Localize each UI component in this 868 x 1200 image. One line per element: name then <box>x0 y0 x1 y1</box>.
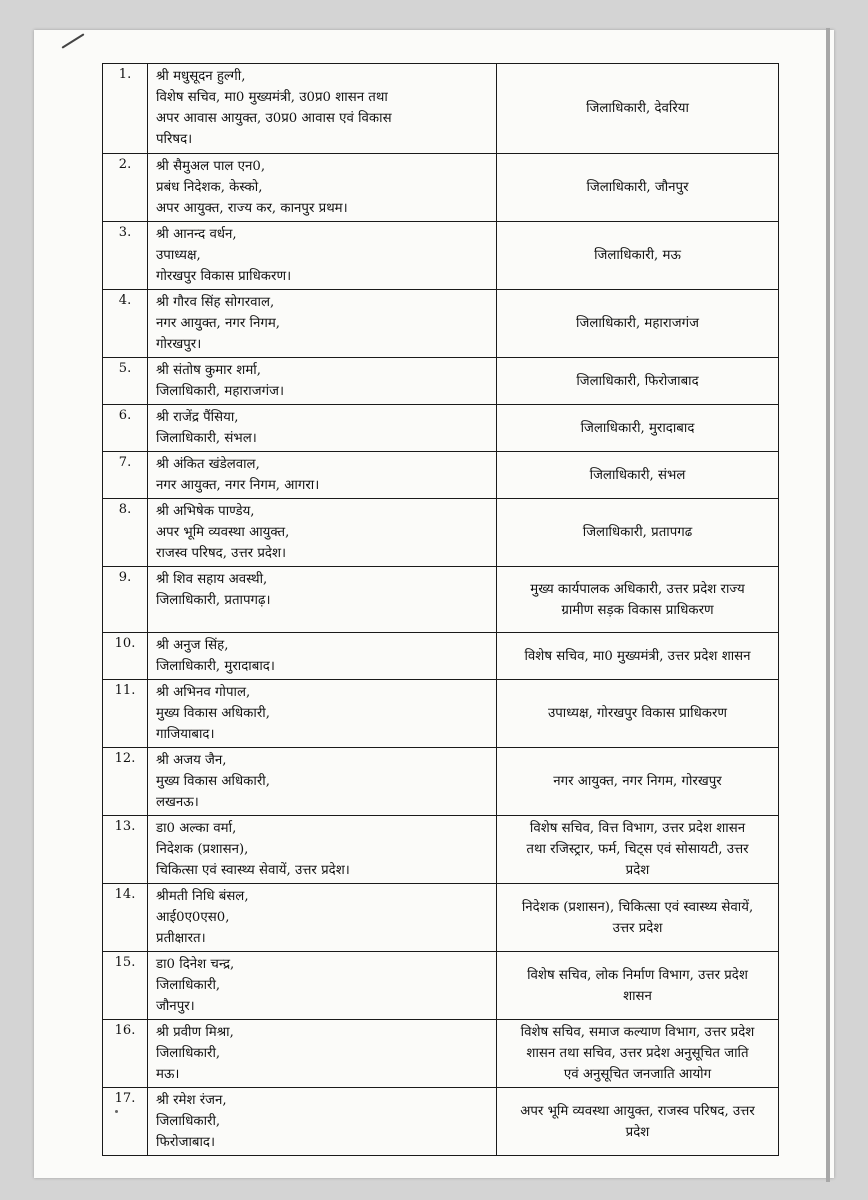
officer-line: जिलाधिकारी, <box>156 1046 221 1061</box>
table-row <box>103 405 779 452</box>
officer-current-post <box>148 884 497 952</box>
officer-line: राजस्व परिषद, उत्तर प्रदेश। <box>156 546 287 561</box>
officer-line: जिलाधिकारी, मुरादाबाद। <box>156 659 275 674</box>
officer-line: श्री आनन्द वर्धन, <box>156 227 237 242</box>
officer-current-post <box>148 290 497 358</box>
officer-line: गाजियाबाद। <box>156 727 215 742</box>
posting-line: ग्रामीण सड़क विकास प्राधिकरण <box>561 602 714 618</box>
new-posting <box>497 222 779 290</box>
officer-line: श्री अनुज सिंह, <box>156 638 229 653</box>
new-posting <box>497 290 779 358</box>
table-row <box>103 680 779 748</box>
serial-number: 4. <box>103 290 148 358</box>
new-posting <box>497 154 779 222</box>
officer-line: अपर आयुक्त, राज्य कर, कानपुर प्रथम। <box>156 201 348 216</box>
officer-line: जिलाधिकारी, महाराजगंज। <box>156 384 284 399</box>
posting-line: जिलाधिकारी, मुरादाबाद <box>580 420 695 436</box>
officer-current-post <box>148 1088 497 1156</box>
officer-line: मऊ। <box>156 1067 180 1082</box>
serial-number: 13. <box>103 816 148 884</box>
officer-current-post <box>148 748 497 816</box>
posting-line: शासन <box>623 988 652 1004</box>
officer-line: गोरखपुर। <box>156 337 202 352</box>
officer-line: आई0ए0एस0, <box>156 910 230 925</box>
officer-line: चिकित्सा एवं स्वास्थ्य सेवायें, उत्तर प्रदेश। <box>156 863 350 878</box>
table-row <box>103 952 779 1020</box>
posting-line: शासन तथा सचिव, उत्तर प्रदेश अनुसूचित जाति <box>526 1046 749 1061</box>
serial-number: 7. <box>103 452 148 499</box>
serial-number: 10. <box>103 633 148 680</box>
officer-line: श्री अभिनव गोपाल, <box>156 685 251 700</box>
officer-line: डा0 अल्का वर्मा, <box>156 821 237 836</box>
officer-line: प्रबंध निदेशक, केस्को, <box>156 180 263 195</box>
serial-number: 17. <box>103 1088 148 1156</box>
table-row <box>103 452 779 499</box>
table-row <box>103 816 779 884</box>
table-row <box>103 290 779 358</box>
new-posting <box>497 64 779 154</box>
serial-number: 2. <box>103 154 148 222</box>
serial-number: 9. <box>103 567 148 633</box>
officer-line: श्री राजेंद्र पैंसिया, <box>156 410 239 425</box>
posting-line: जिलाधिकारी, फिरोजाबाद <box>576 373 699 389</box>
officer-line: मुख्य विकास अधिकारी, <box>156 706 270 721</box>
table-row <box>103 884 779 952</box>
officer-line: डा0 दिनेश चन्द्र, <box>156 957 235 972</box>
table-row <box>103 222 779 290</box>
new-posting <box>497 884 779 952</box>
officer-line: जिलाधिकारी, <box>156 978 221 993</box>
table-row <box>103 154 779 222</box>
officer-line: श्री सैमुअल पाल एन0, <box>156 159 266 174</box>
posting-line: विशेष सचिव, लोक निर्माण विभाग, उत्तर प्रदेश <box>527 967 748 983</box>
officer-current-post <box>148 952 497 1020</box>
posting-line: निदेशक (प्रशासन), चिकित्सा एवं स्वास्थ्य सेवायें, <box>521 899 754 915</box>
table-row <box>103 633 779 680</box>
table-row <box>103 1088 779 1156</box>
officer-current-post <box>148 816 497 884</box>
transfer-orders-table <box>102 63 779 1156</box>
table-row <box>103 1020 779 1088</box>
table-row <box>103 64 779 154</box>
posting-line: जिलाधिकारी, प्रतापगढ <box>582 525 693 540</box>
officer-line: श्री अजय जैन, <box>156 753 227 768</box>
posting-line: विशेष सचिव, समाज कल्याण विभाग, उत्तर प्रदेश <box>520 1025 755 1040</box>
officer-line: जिलाधिकारी, प्रतापगढ़। <box>156 593 271 608</box>
posting-line: प्रदेश <box>625 1124 650 1140</box>
officer-line: श्री प्रवीण मिश्रा, <box>156 1025 234 1040</box>
table-body <box>103 64 779 1156</box>
serial-number: 3. <box>103 222 148 290</box>
posting-line: मुख्य कार्यपालक अधिकारी, उत्तर प्रदेश राज्य <box>530 581 745 597</box>
officer-current-post <box>148 452 497 499</box>
serial-number: 5. <box>103 358 148 405</box>
officer-current-post <box>148 633 497 680</box>
posting-line: जिलाधिकारी, जौनपुर <box>586 180 689 195</box>
serial-number: 14. <box>103 884 148 952</box>
officer-line: जौनपुर। <box>156 999 195 1014</box>
posting-line: उत्तर प्रदेश <box>612 920 663 936</box>
officer-current-post <box>148 405 497 452</box>
serial-number: 11. <box>103 680 148 748</box>
officer-current-post <box>148 358 497 405</box>
officer-line: अपर आवास आयुक्त, उ0प्र0 आवास एवं विकास <box>156 111 392 126</box>
officer-current-post <box>148 567 497 633</box>
serial-number: 6. <box>103 405 148 452</box>
officer-line: श्री रमेश रंजन, <box>156 1093 227 1108</box>
new-posting <box>497 452 779 499</box>
new-posting <box>497 952 779 1020</box>
officer-line: प्रतीक्षारत। <box>156 931 206 946</box>
new-posting <box>497 499 779 567</box>
posting-line: अपर भूमि व्यवस्था आयुक्त, राजस्व परिषद, उत्तर <box>520 1103 755 1119</box>
posting-line: तथा रजिस्ट्रार, फर्म, चिट्स एवं सोसायटी, उत्तर <box>526 842 749 857</box>
posting-line: एवं अनुसूचित जनजाति आयोग <box>563 1067 712 1082</box>
posting-line: विशेष सचिव, वित्त विभाग, उत्तर प्रदेश शासन <box>529 821 746 836</box>
posting-line: उपाध्यक्ष, गोरखपुर विकास प्राधिकरण <box>547 706 728 721</box>
table-row <box>103 358 779 405</box>
officer-current-post <box>148 222 497 290</box>
new-posting <box>497 816 779 884</box>
officer-line: निदेशक (प्रशासन), <box>156 842 249 857</box>
officer-line: श्रीमती निधि बंसल, <box>156 889 249 904</box>
officer-line: जिलाधिकारी, <box>156 1114 221 1129</box>
table-row <box>103 567 779 633</box>
page-edge <box>826 28 830 1182</box>
new-posting <box>497 567 779 633</box>
officer-current-post <box>148 680 497 748</box>
officer-line: नगर आयुक्त, नगर निगम, आगरा। <box>156 478 320 493</box>
posting-line: विशेष सचिव, मा0 मुख्यमंत्री, उत्तर प्रदेश शासन <box>524 648 751 664</box>
posting-line: जिलाधिकारी, महाराजगंज <box>576 316 699 331</box>
officer-line: श्री संतोष कुमार शर्मा, <box>156 363 261 378</box>
new-posting <box>497 748 779 816</box>
serial-number: 15. <box>103 952 148 1020</box>
officer-current-post <box>148 1020 497 1088</box>
officer-line: परिषद। <box>156 132 193 147</box>
new-posting <box>497 633 779 680</box>
new-posting <box>497 1020 779 1088</box>
officer-line: अपर भूमि व्यवस्था आयुक्त, <box>156 525 290 540</box>
officer-line: नगर आयुक्त, नगर निगम, <box>156 316 281 331</box>
officer-line: श्री मधुसूदन हुल्गी, <box>156 69 246 84</box>
new-posting <box>497 1088 779 1156</box>
posting-line: प्रदेश <box>625 863 650 878</box>
serial-number: 1. <box>103 64 148 154</box>
serial-number: 8. <box>103 499 148 567</box>
new-posting <box>497 680 779 748</box>
posting-line: जिलाधिकारी, संभल <box>589 467 686 483</box>
officer-line: उपाध्यक्ष, <box>156 248 201 263</box>
officer-line: जिलाधिकारी, संभल। <box>156 431 257 446</box>
officer-line: श्री शिव सहाय अवस्थी, <box>156 572 268 587</box>
officer-line: विशेष सचिव, मा0 मुख्यमंत्री, उ0प्र0 शासन तथा <box>156 90 388 105</box>
table-row <box>103 748 779 816</box>
officer-line: मुख्य विकास अधिकारी, <box>156 774 270 789</box>
officer-line: श्री गौरव सिंह सोगरवाल, <box>156 295 275 310</box>
officer-line: लखनऊ। <box>156 795 199 810</box>
officer-line: फिरोजाबाद। <box>156 1135 216 1150</box>
officer-current-post <box>148 154 497 222</box>
officer-current-post <box>148 64 497 154</box>
serial-number: 16. <box>103 1020 148 1088</box>
posting-line: नगर आयुक्त, नगर निगम, गोरखपुर <box>553 774 722 789</box>
officer-current-post <box>148 499 497 567</box>
new-posting <box>497 358 779 405</box>
posting-line: जिलाधिकारी, मऊ <box>594 248 681 263</box>
officer-line: गोरखपुर विकास प्राधिकरण। <box>156 269 292 284</box>
officer-line: श्री अभिषेक पाण्डेय, <box>156 504 255 519</box>
posting-line: जिलाधिकारी, देवरिया <box>586 101 689 116</box>
serial-number: 12. <box>103 748 148 816</box>
table-row <box>103 499 779 567</box>
new-posting <box>497 405 779 452</box>
officer-line: श्री अंकित खंडेलवाल, <box>156 457 260 472</box>
